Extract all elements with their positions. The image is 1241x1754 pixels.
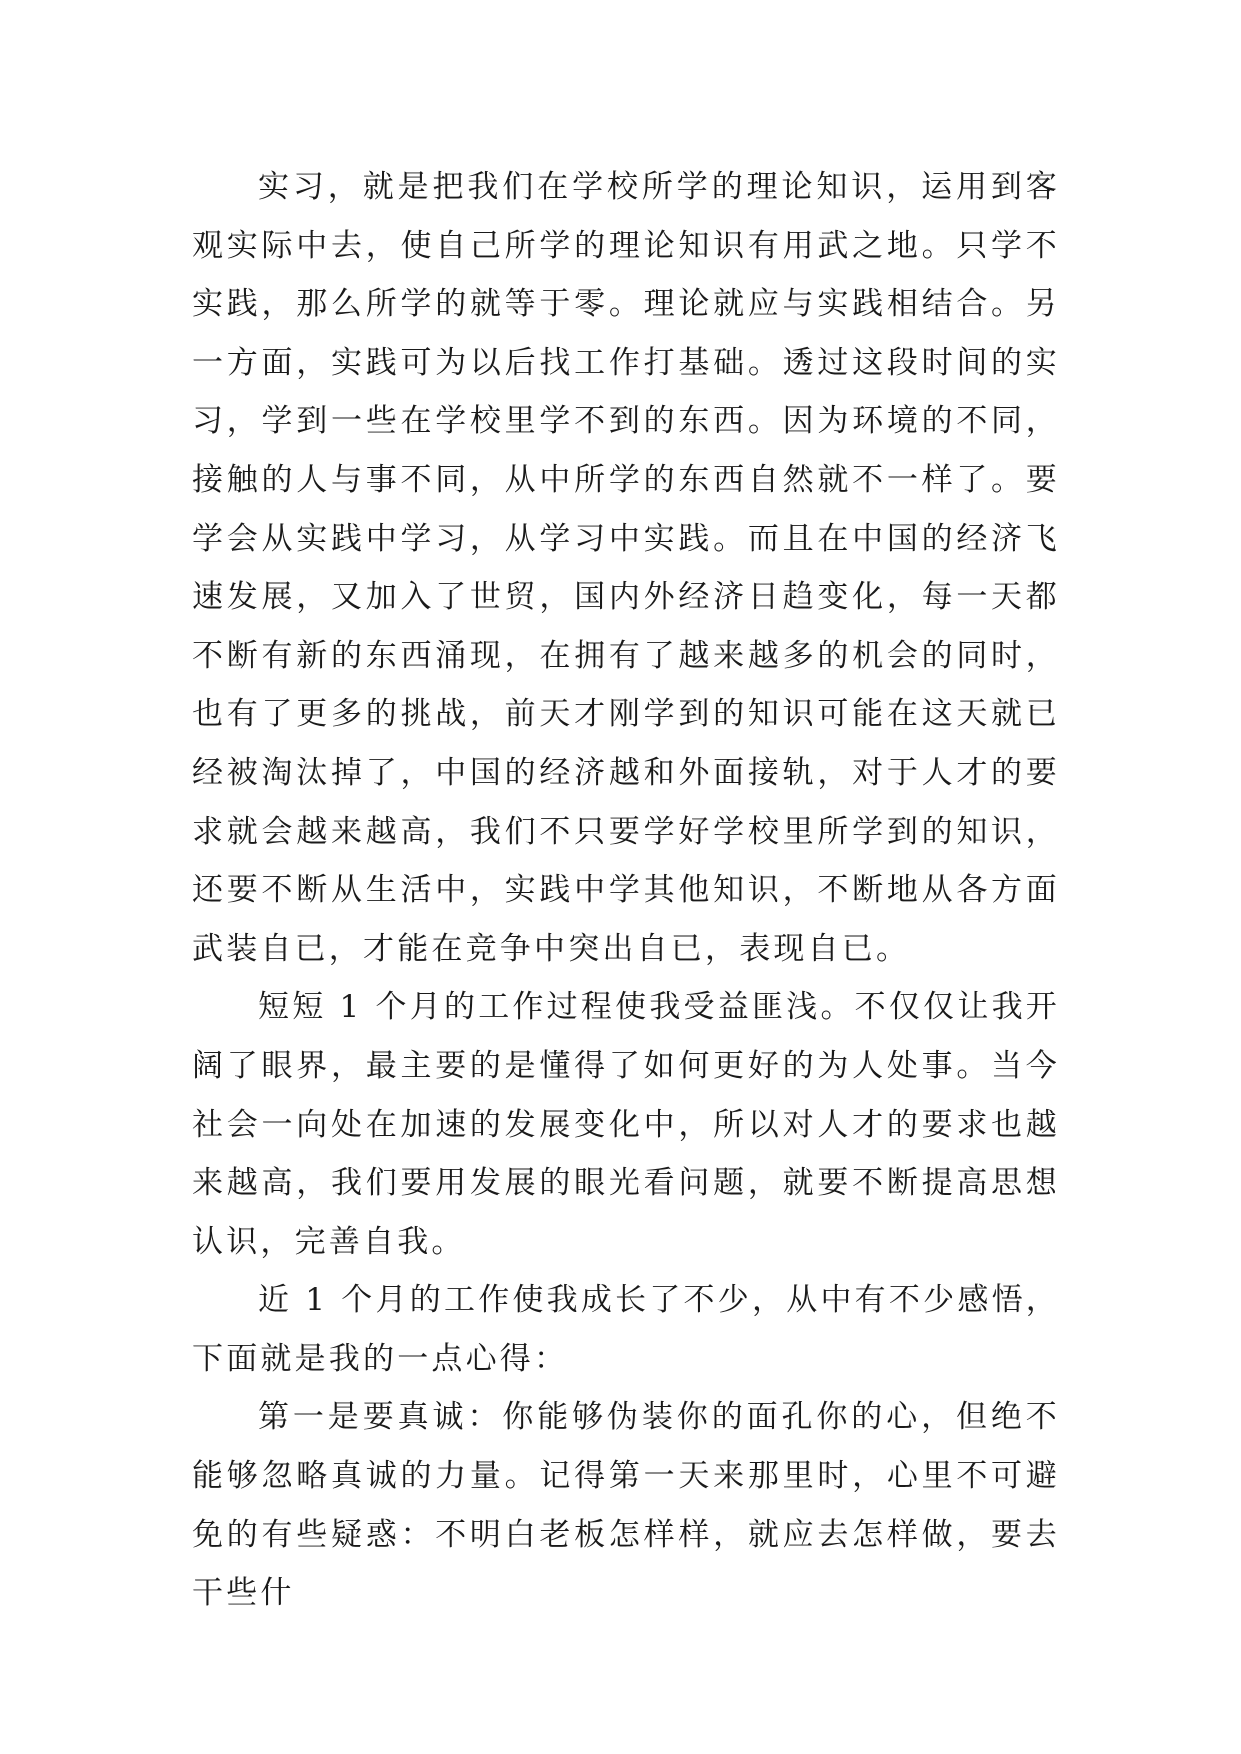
- paragraph-4: 第一是要真诚：你能够伪装你的面孔你的心，但绝不能够忽略真诚的力量。记得第一天来那里时，心里不可避免的有些疑惑：不明白老板怎样样，就应去怎样做，要去干些什: [192, 1399, 1060, 1612]
- paragraph-2: 短短 1 个月的工作过程使我受益匪浅。不仅仅让我开阔了眼界，最主要的是懂得了如何更好的为人处事。当今社会一向处在加速的发展变化中，所以对人才的要求也越来越高，我们要用发展的眼光看问题，就要不断提高思想认识，完善自我。: [192, 989, 1060, 1260]
- document-body: [192, 158, 1060, 1623]
- paragraph-1: 实习，就是把我们在学校所学的理论知识，运用到客观实际中去，使自己所学的理论知识有用武之地。只学不实践，那么所学的就等于零。理论就应与实践相结合。另一方面，实践可为以后找工作打基础。透过这段时间的实习，学到一些在学校里学不到的东西。因为环境的不同，接触的人与事不同，从中所学的东西自然就不一样了。要学会从实践中学习，从学习中实践。而且在中国的经济飞速发展，又加入了世贸，国内外经济日趋变化，每一天都不断有新的东西涌现，在拥有了越来越多的机会的同时，也有了更多的挑战，前天才刚学到的知识可能在这天就已经被淘汰掉了，中国的经济越和外面接轨，对于人才的要求就会越来越高，我们不只要学好学校里所学到的知识，还要不断从生活中，实践中学其他知识，不断地从各方面武装自已，才能在竞争中突出自已，表现自已。: [192, 169, 1060, 967]
- paragraph-3: 近 1 个月的工作使我成长了不少，从中有不少感悟，下面就是我的一点心得：: [192, 1282, 1060, 1377]
